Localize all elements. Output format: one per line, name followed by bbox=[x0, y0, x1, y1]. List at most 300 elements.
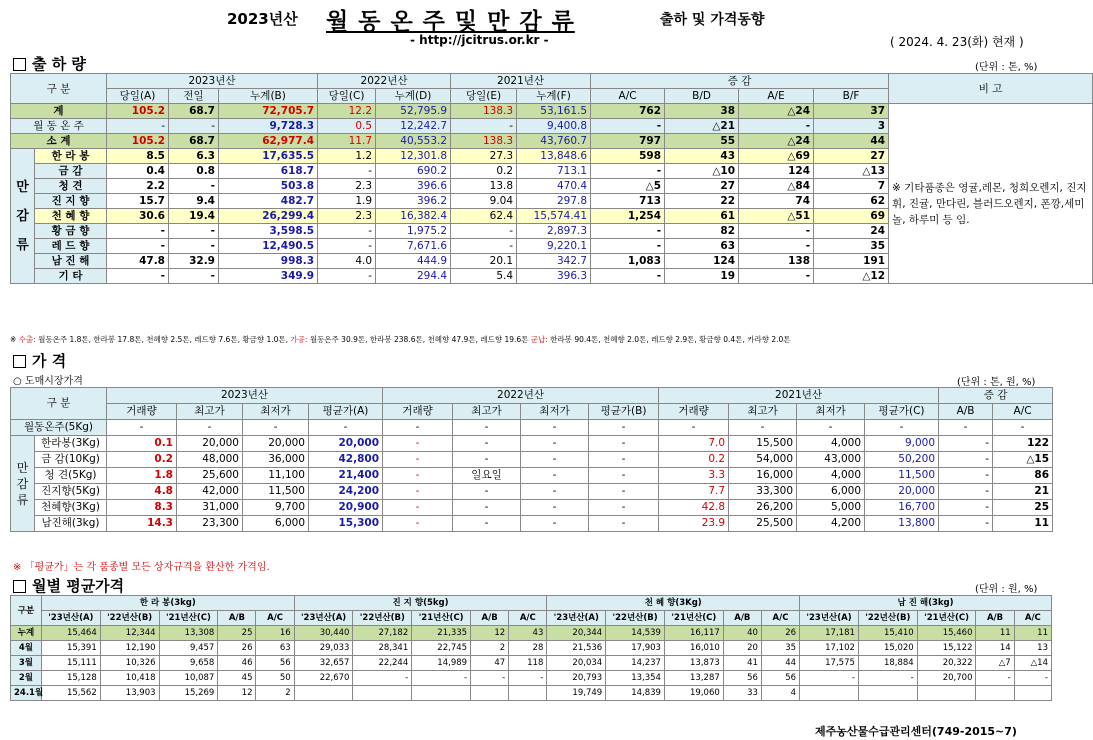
table-cell: 1,975.2 bbox=[376, 224, 451, 239]
header-2022: 2022년산 bbox=[318, 74, 451, 89]
column-header: A/C bbox=[1014, 611, 1051, 626]
table-cell: 43,760.7 bbox=[517, 134, 591, 149]
table-cell: 9.4 bbox=[169, 194, 219, 209]
table-cell: 26,200 bbox=[729, 500, 797, 516]
table-cell: - bbox=[1014, 671, 1051, 686]
table-cell: 138 bbox=[739, 254, 814, 269]
table-cell: 11,100 bbox=[243, 468, 309, 484]
table-cell: 14,539 bbox=[606, 626, 665, 641]
table-cell: - bbox=[939, 516, 993, 532]
table-cell: 72,705.7 bbox=[219, 104, 318, 119]
table-cell: 3,598.5 bbox=[219, 224, 318, 239]
table-cell: 32.9 bbox=[169, 254, 219, 269]
table-cell: - bbox=[521, 468, 589, 484]
table-cell: 2 bbox=[256, 686, 294, 701]
group-header: 한 라 봉(3kg) bbox=[41, 596, 294, 611]
report-date: ( 2024. 4. 23(화) 현재 ) bbox=[890, 35, 1024, 49]
column-header: 거래량 bbox=[659, 404, 729, 420]
column-header: A/B bbox=[723, 611, 761, 626]
table-cell: 27 bbox=[814, 149, 889, 164]
row-label: 누계 bbox=[11, 626, 42, 641]
shipment-footnote: ※ 수출: 월동온주 1.8톤, 한라봉 17.8톤, 천혜향 2.5톤, 레드향 7.6톤, 황금향 1.0톤, 가공: 월동온주 30.9톤, 한라봉 238.6톤, 천혜향 47.9톤, 레드향 19.6톤 군납: 한라봉 90.4톤, 천혜향 2.0톤, 레드향 2.9톤, 황금향 0.4톤, 카라향 2.0톤 bbox=[10, 335, 791, 344]
column-header: 최고가 bbox=[729, 404, 797, 420]
table-cell: - bbox=[169, 119, 219, 134]
table-cell: 105.2 bbox=[107, 134, 169, 149]
table-cell: - bbox=[589, 452, 659, 468]
table-cell: 74 bbox=[739, 194, 814, 209]
column-header: '22년산(B) bbox=[353, 611, 412, 626]
column-header: '21년산(C) bbox=[917, 611, 976, 626]
table-cell: 762 bbox=[591, 104, 665, 119]
table-cell: 13 bbox=[1014, 641, 1051, 656]
table-cell: 44 bbox=[814, 134, 889, 149]
table-cell: 23,300 bbox=[177, 516, 243, 532]
table-cell: 32,657 bbox=[294, 656, 353, 671]
table-cell: 21 bbox=[993, 484, 1053, 500]
table-cell: 16 bbox=[256, 626, 294, 641]
column-header: 평균가(C) bbox=[865, 404, 939, 420]
table-cell: 138.3 bbox=[451, 104, 517, 119]
column-header: A/C bbox=[591, 89, 665, 104]
table-cell: 25,600 bbox=[177, 468, 243, 484]
table-cell: 713 bbox=[591, 194, 665, 209]
table-cell: 13,800 bbox=[865, 516, 939, 532]
table-cell: 7 bbox=[814, 179, 889, 194]
table-cell: 13,848.6 bbox=[517, 149, 591, 164]
table-cell: 7.7 bbox=[659, 484, 729, 500]
table-cell: 470.4 bbox=[517, 179, 591, 194]
table-cell: - bbox=[865, 420, 939, 436]
table-cell: - bbox=[107, 239, 169, 254]
table-cell: 13,354 bbox=[606, 671, 665, 686]
column-header: 평균가(B) bbox=[589, 404, 659, 420]
table-cell: 47.8 bbox=[107, 254, 169, 269]
column-header: 누계(B) bbox=[219, 89, 318, 104]
table-cell: 0.8 bbox=[169, 164, 219, 179]
table-cell: - bbox=[383, 420, 453, 436]
table-cell: 15,300 bbox=[309, 516, 383, 532]
table-cell: 0.5 bbox=[318, 119, 376, 134]
table-cell: - bbox=[739, 239, 814, 254]
table-cell: 53,161.5 bbox=[517, 104, 591, 119]
row-label: 진 지 향 bbox=[35, 194, 107, 209]
table-cell: 7,671.6 bbox=[376, 239, 451, 254]
table-cell: 13,873 bbox=[664, 656, 723, 671]
column-header: '23년산(A) bbox=[294, 611, 353, 626]
table-cell: 43 bbox=[509, 626, 547, 641]
table-cell: 342.7 bbox=[517, 254, 591, 269]
table-cell: - bbox=[383, 452, 453, 468]
table-cell: - bbox=[107, 119, 169, 134]
table-cell: 15,020 bbox=[858, 641, 917, 656]
table-row bbox=[11, 420, 1053, 436]
table-cell: 43 bbox=[665, 149, 739, 164]
table-cell: - bbox=[318, 164, 376, 179]
column-header: 당일(A) bbox=[107, 89, 169, 104]
table-cell: 1.2 bbox=[318, 149, 376, 164]
table-cell: 14.3 bbox=[107, 516, 177, 532]
table-cell: 48,000 bbox=[177, 452, 243, 468]
table-cell: 30.6 bbox=[107, 209, 169, 224]
table-cell: - bbox=[169, 239, 219, 254]
table-cell: 17,635.5 bbox=[219, 149, 318, 164]
unit-label: (단위 : 톤, 원, %) bbox=[957, 377, 1036, 388]
table-cell: 31,000 bbox=[177, 500, 243, 516]
table-cell: 20,900 bbox=[309, 500, 383, 516]
table-cell: 16,382.4 bbox=[376, 209, 451, 224]
table-cell: - bbox=[993, 420, 1053, 436]
table-cell: 30,440 bbox=[294, 626, 353, 641]
table-cell: 13.8 bbox=[451, 179, 517, 194]
table-cell: 1,083 bbox=[591, 254, 665, 269]
table-cell: 9,700 bbox=[243, 500, 309, 516]
table-cell: 11,500 bbox=[865, 468, 939, 484]
table-cell: 797 bbox=[591, 134, 665, 149]
checkbox-icon bbox=[13, 355, 26, 368]
table-cell: 12,301.8 bbox=[376, 149, 451, 164]
table-cell: 17,102 bbox=[800, 641, 859, 656]
table-cell bbox=[294, 686, 353, 701]
table-cell bbox=[917, 686, 976, 701]
row-label: 금 감 bbox=[35, 164, 107, 179]
site-url[interactable]: - http://jcitrus.or.kr - bbox=[410, 33, 549, 47]
table-row bbox=[11, 516, 1053, 532]
table-cell: - bbox=[976, 671, 1014, 686]
table-cell: 15,410 bbox=[858, 626, 917, 641]
table-cell: 27,182 bbox=[353, 626, 412, 641]
table-cell bbox=[976, 686, 1014, 701]
table-cell: △21 bbox=[665, 119, 739, 134]
table-cell: 19,060 bbox=[664, 686, 723, 701]
table-cell: 40 bbox=[723, 626, 761, 641]
table-cell: 503.8 bbox=[219, 179, 318, 194]
table-cell: 349.9 bbox=[219, 269, 318, 284]
table-cell: 35 bbox=[761, 641, 799, 656]
column-header: 최고가 bbox=[453, 404, 521, 420]
table-cell: △7 bbox=[976, 656, 1014, 671]
table-cell: 0.2 bbox=[659, 452, 729, 468]
table-cell: 41 bbox=[723, 656, 761, 671]
table-cell: 52,795.9 bbox=[376, 104, 451, 119]
column-header: 최저가 bbox=[521, 404, 589, 420]
table-cell: 19.4 bbox=[169, 209, 219, 224]
column-header: '22년산(B) bbox=[100, 611, 159, 626]
table-cell: - bbox=[521, 500, 589, 516]
table-row bbox=[11, 436, 1053, 452]
header-2023: 2023년산 bbox=[107, 74, 318, 89]
row-label: 황 금 향 bbox=[35, 224, 107, 239]
table-cell: 19 bbox=[665, 269, 739, 284]
table-cell: 63 bbox=[665, 239, 739, 254]
column-header: '22년산(B) bbox=[858, 611, 917, 626]
section-price-title: 가 격 bbox=[13, 350, 66, 371]
column-header: '21년산(C) bbox=[664, 611, 723, 626]
row-label: 월 동 온 주 bbox=[11, 119, 107, 134]
table-cell: - bbox=[589, 420, 659, 436]
row-label: 천혜향(3Kg) bbox=[35, 500, 107, 516]
table-cell: 6,000 bbox=[243, 516, 309, 532]
table-cell: 396.6 bbox=[376, 179, 451, 194]
table-cell: 29,033 bbox=[294, 641, 353, 656]
table-cell: 5.4 bbox=[451, 269, 517, 284]
table-cell: 9.04 bbox=[451, 194, 517, 209]
table-row bbox=[11, 468, 1053, 484]
table-cell: 56 bbox=[723, 671, 761, 686]
wholesale-subtitle: ○ 도매시장가격 bbox=[13, 376, 83, 387]
table-cell: 118 bbox=[509, 656, 547, 671]
column-header: A/B bbox=[471, 611, 509, 626]
table-cell: - bbox=[591, 239, 665, 254]
table-cell: 50,200 bbox=[865, 452, 939, 468]
table-cell: - bbox=[453, 452, 521, 468]
header-change: 증 감 bbox=[939, 388, 1053, 404]
table-cell: 40,553.2 bbox=[376, 134, 451, 149]
table-cell: - bbox=[453, 436, 521, 452]
table-cell: 4,000 bbox=[797, 468, 865, 484]
table-cell: 54,000 bbox=[729, 452, 797, 468]
table-cell: △5 bbox=[591, 179, 665, 194]
year-label: 2023년산 bbox=[227, 10, 298, 28]
table-cell: 24,200 bbox=[309, 484, 383, 500]
table-cell: 24 bbox=[814, 224, 889, 239]
table-cell: △69 bbox=[739, 149, 814, 164]
table-cell: 62 bbox=[814, 194, 889, 209]
column-header: B/D bbox=[665, 89, 739, 104]
table-cell: - bbox=[169, 179, 219, 194]
table-cell: 46 bbox=[218, 656, 256, 671]
table-cell: 20,000 bbox=[309, 436, 383, 452]
table-cell: 2,897.3 bbox=[517, 224, 591, 239]
row-label: 기 타 bbox=[35, 269, 107, 284]
table-cell: - bbox=[383, 468, 453, 484]
table-cell: - bbox=[169, 224, 219, 239]
section-shipment-title: 출 하 량 bbox=[13, 53, 86, 74]
table-cell: 25 bbox=[218, 626, 256, 641]
table-cell: 14 bbox=[976, 641, 1014, 656]
table-cell: - bbox=[800, 671, 859, 686]
table-cell: 20,344 bbox=[547, 626, 606, 641]
table-cell: 0.2 bbox=[451, 164, 517, 179]
column-header: '23년산(A) bbox=[800, 611, 859, 626]
table-cell: - bbox=[471, 671, 509, 686]
row-label: 레 드 향 bbox=[35, 239, 107, 254]
table-cell: 55 bbox=[665, 134, 739, 149]
table-cell: - bbox=[589, 436, 659, 452]
table-cell: 396.2 bbox=[376, 194, 451, 209]
table-cell: 9,220.1 bbox=[517, 239, 591, 254]
table-cell: - bbox=[589, 500, 659, 516]
row-label: 4월 bbox=[11, 641, 42, 656]
table-cell: - bbox=[939, 436, 993, 452]
table-cell: 3.3 bbox=[659, 468, 729, 484]
table-cell: 15,122 bbox=[917, 641, 976, 656]
table-cell: 1,254 bbox=[591, 209, 665, 224]
table-cell: - bbox=[591, 164, 665, 179]
footer-source: 제주농산물수급관리센터(749-2015~7) bbox=[815, 725, 1017, 738]
table-cell: 28,341 bbox=[353, 641, 412, 656]
header-gubun: 구분 bbox=[11, 596, 42, 626]
table-cell: 10,087 bbox=[159, 671, 218, 686]
table-cell: △13 bbox=[814, 164, 889, 179]
table-cell: 23.9 bbox=[659, 516, 729, 532]
table-cell: - bbox=[739, 224, 814, 239]
table-cell: 21,335 bbox=[412, 626, 471, 641]
column-header: A/C bbox=[256, 611, 294, 626]
table-cell: 9,457 bbox=[159, 641, 218, 656]
table-cell: 22 bbox=[665, 194, 739, 209]
table-cell: 11 bbox=[1014, 626, 1051, 641]
table-cell: 13,903 bbox=[100, 686, 159, 701]
table-cell: 598 bbox=[591, 149, 665, 164]
table-cell: △15 bbox=[993, 452, 1053, 468]
row-label: 금 감(10Kg) bbox=[35, 452, 107, 468]
table-cell: 18,884 bbox=[858, 656, 917, 671]
table-cell: 6.3 bbox=[169, 149, 219, 164]
section-monthly-title: 월별 평균가격 bbox=[13, 575, 124, 596]
table-cell: 11 bbox=[976, 626, 1014, 641]
table-cell: 35 bbox=[814, 239, 889, 254]
column-header: A/C bbox=[993, 404, 1053, 420]
table-cell: - bbox=[939, 468, 993, 484]
table-cell: 17,181 bbox=[800, 626, 859, 641]
price-note: ※ 「평균가」는 각 품종별 모든 상자규격을 환산한 가격임. bbox=[13, 562, 270, 573]
unit-label: (단위 : 톤, %) bbox=[975, 62, 1038, 73]
table-cell: 61 bbox=[665, 209, 739, 224]
table-cell: - bbox=[107, 269, 169, 284]
table-cell: - bbox=[739, 269, 814, 284]
table-cell: 33,300 bbox=[729, 484, 797, 500]
group-header: 진 지 향(5kg) bbox=[294, 596, 547, 611]
table-cell: 36,000 bbox=[243, 452, 309, 468]
table-cell: 11,500 bbox=[243, 484, 309, 500]
header-2022: 2022년산 bbox=[383, 388, 659, 404]
row-label: 천 혜 향 bbox=[35, 209, 107, 224]
table-cell: 396.3 bbox=[517, 269, 591, 284]
price-table bbox=[10, 387, 1053, 532]
table-cell: 16,010 bbox=[664, 641, 723, 656]
table-cell: 33 bbox=[723, 686, 761, 701]
table-cell: - bbox=[412, 671, 471, 686]
table-row bbox=[11, 626, 1052, 641]
table-cell: 20 bbox=[723, 641, 761, 656]
table-cell: △51 bbox=[739, 209, 814, 224]
table-cell: 15,500 bbox=[729, 436, 797, 452]
column-header: '21년산(C) bbox=[159, 611, 218, 626]
table-cell: 25 bbox=[993, 500, 1053, 516]
table-cell: 15,464 bbox=[41, 626, 100, 641]
table-cell: 124 bbox=[739, 164, 814, 179]
table-cell: - bbox=[589, 484, 659, 500]
table-cell: - bbox=[521, 436, 589, 452]
table-cell: 68.7 bbox=[169, 104, 219, 119]
table-cell: 20.1 bbox=[451, 254, 517, 269]
table-cell: 8.5 bbox=[107, 149, 169, 164]
table-cell: - bbox=[453, 500, 521, 516]
table-cell: 16,700 bbox=[865, 500, 939, 516]
table-cell: 45 bbox=[218, 671, 256, 686]
table-cell: 13,287 bbox=[664, 671, 723, 686]
column-header: 평균가(A) bbox=[309, 404, 383, 420]
table-cell: - bbox=[591, 119, 665, 134]
table-cell: - bbox=[383, 516, 453, 532]
column-header: 당일(C) bbox=[318, 89, 376, 104]
column-header: 거래량 bbox=[107, 404, 177, 420]
column-header: A/C bbox=[761, 611, 799, 626]
table-cell: 42,000 bbox=[177, 484, 243, 500]
table-cell: 5,000 bbox=[797, 500, 865, 516]
table-cell: - bbox=[521, 452, 589, 468]
group-header: 천 혜 향(3Kg) bbox=[547, 596, 800, 611]
table-cell: 191 bbox=[814, 254, 889, 269]
table-cell: 38 bbox=[665, 104, 739, 119]
table-cell: △14 bbox=[1014, 656, 1051, 671]
table-cell: 26,299.4 bbox=[219, 209, 318, 224]
table-cell: 20,000 bbox=[865, 484, 939, 500]
page-title: 월 동 온 주 및 만 감 류 bbox=[326, 9, 575, 35]
column-header: 당일(E) bbox=[451, 89, 517, 104]
table-cell: △10 bbox=[665, 164, 739, 179]
column-header: A/E bbox=[739, 89, 814, 104]
column-header: B/F bbox=[814, 89, 889, 104]
table-cell: 42,800 bbox=[309, 452, 383, 468]
table-cell: 105.2 bbox=[107, 104, 169, 119]
table-cell: 20,034 bbox=[547, 656, 606, 671]
table-cell bbox=[509, 686, 547, 701]
row-label: 계 bbox=[11, 104, 107, 119]
table-row bbox=[11, 104, 1093, 119]
group-label-mangam: 만 감 류 bbox=[11, 149, 35, 284]
column-header: A/B bbox=[976, 611, 1014, 626]
table-cell: - bbox=[453, 420, 521, 436]
table-cell: - bbox=[451, 119, 517, 134]
table-cell: 26 bbox=[218, 641, 256, 656]
table-cell: 63 bbox=[256, 641, 294, 656]
table-cell: 482.7 bbox=[219, 194, 318, 209]
group-label-mangam: 만 감 류 bbox=[11, 436, 35, 532]
table-cell: 21,400 bbox=[309, 468, 383, 484]
table-cell bbox=[800, 686, 859, 701]
table-row bbox=[11, 656, 1052, 671]
table-cell: 69 bbox=[814, 209, 889, 224]
table-cell: 4.0 bbox=[318, 254, 376, 269]
table-cell: 294.4 bbox=[376, 269, 451, 284]
header-2021: 2021년산 bbox=[659, 388, 939, 404]
table-cell: 25,500 bbox=[729, 516, 797, 532]
column-header: 누계(F) bbox=[517, 89, 591, 104]
table-cell: - bbox=[939, 500, 993, 516]
table-cell: △24 bbox=[739, 104, 814, 119]
table-cell: 11.7 bbox=[318, 134, 376, 149]
table-cell: 2.3 bbox=[318, 209, 376, 224]
column-header: A/B bbox=[218, 611, 256, 626]
table-cell: - bbox=[521, 420, 589, 436]
header-change: 증 감 bbox=[591, 74, 889, 89]
table-row bbox=[11, 452, 1053, 468]
table-cell: - bbox=[521, 484, 589, 500]
table-cell: 37 bbox=[814, 104, 889, 119]
table-cell: 43,000 bbox=[797, 452, 865, 468]
table-cell: 9,000 bbox=[865, 436, 939, 452]
table-cell: 690.2 bbox=[376, 164, 451, 179]
column-header: 최저가 bbox=[243, 404, 309, 420]
row-label: 3월 bbox=[11, 656, 42, 671]
table-row bbox=[11, 671, 1052, 686]
table-cell: △84 bbox=[739, 179, 814, 194]
table-cell: 27.3 bbox=[451, 149, 517, 164]
table-cell: 3 bbox=[814, 119, 889, 134]
header-gubun: 구 분 bbox=[11, 74, 107, 104]
column-header: 거래량 bbox=[383, 404, 453, 420]
